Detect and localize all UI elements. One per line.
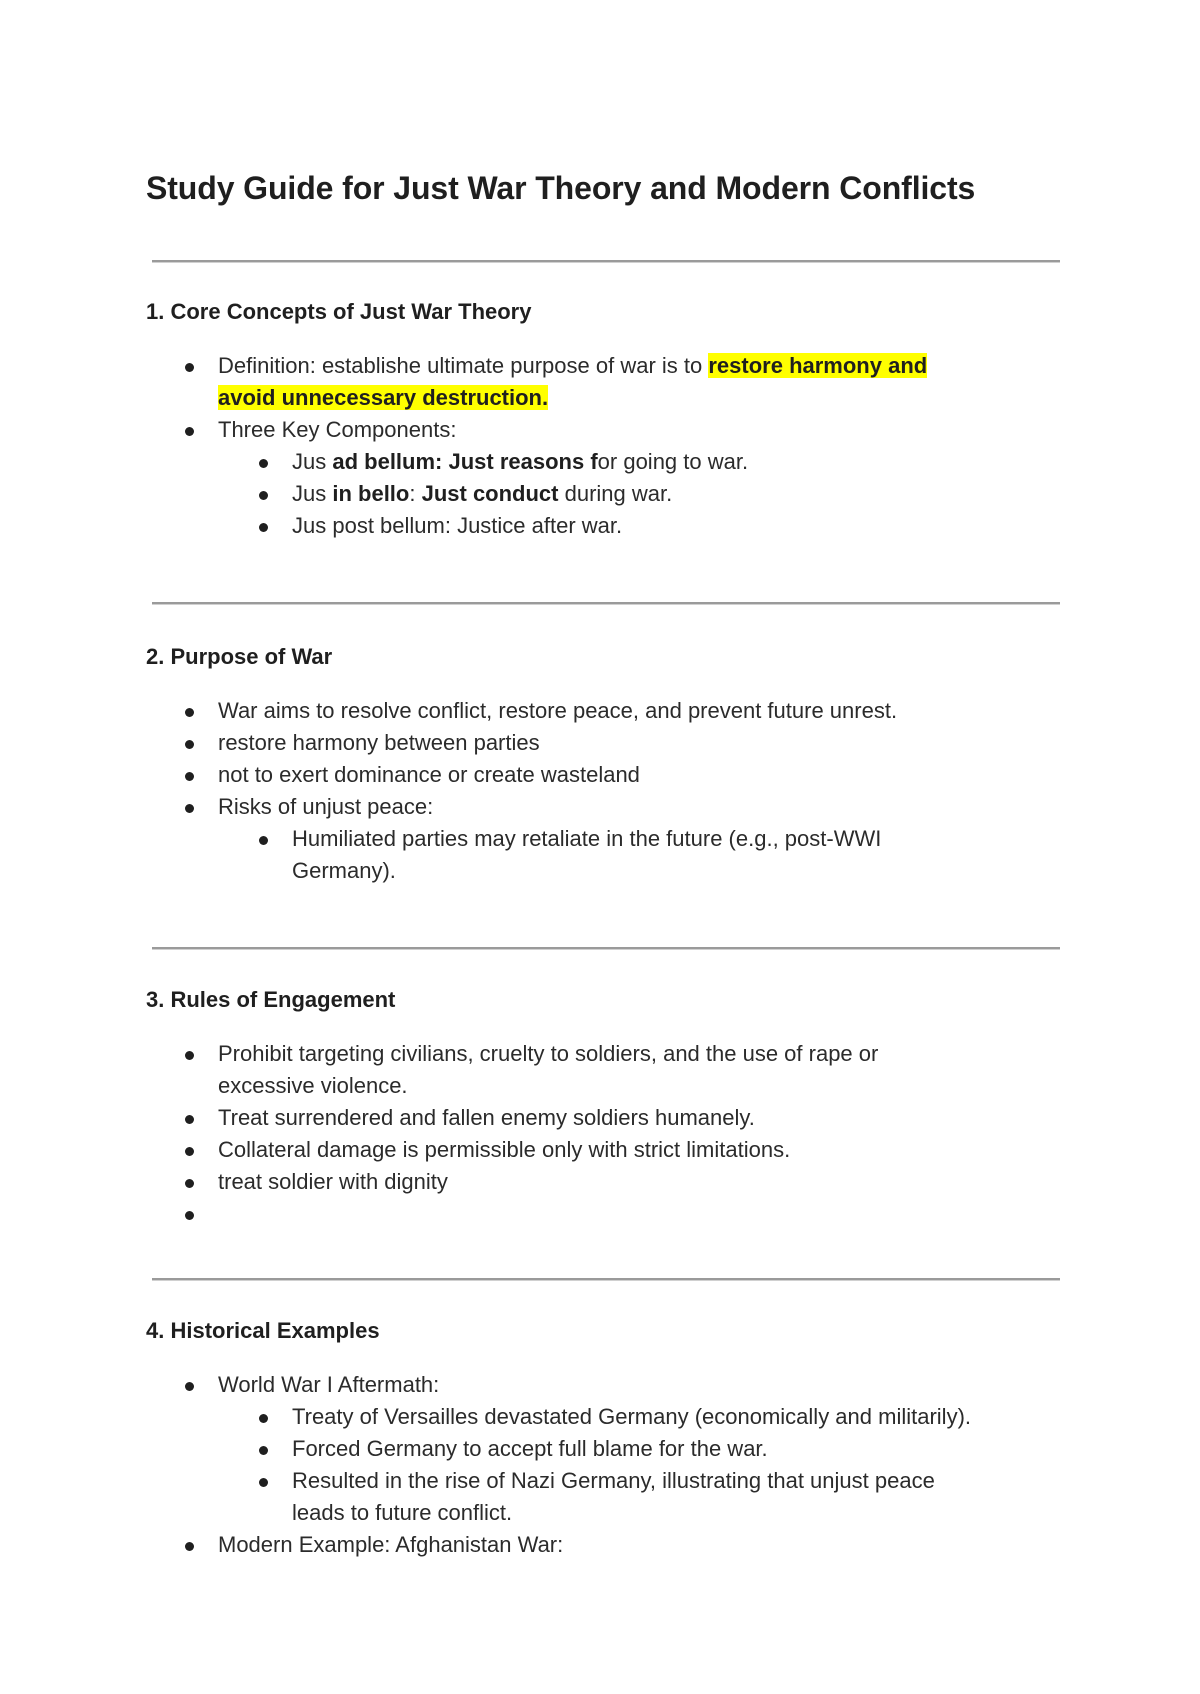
- bullet-icon: [259, 1478, 268, 1487]
- section-historical-examples: [146, 1315, 1046, 1561]
- list-item: World War I Aftermath: Treaty of Versailles devastated Germany (economically and militarily). Forced Germany to accept full blame for the war. Resulted in the rise of Nazi Germany, illustrating that unjust peace leads to future conflict.: [146, 1369, 1046, 1529]
- definition-text: Definition: establishe ultimate purpose of war is to: [218, 353, 709, 378]
- list-item: treat soldier with dignity: [146, 1166, 1046, 1198]
- list-item: Risks of unjust peace: Humiliated parties may retaliate in the future (e.g., post-WWI Germany).: [146, 791, 1046, 887]
- sub-list-item: Jus in bello: Just conduct during war.: [218, 478, 1046, 510]
- section-core-concepts: [146, 296, 1046, 542]
- highlighted-text: avoid unnecessary destruction.: [218, 385, 549, 410]
- bullet-icon: [185, 1051, 194, 1060]
- bullet-icon: [185, 804, 194, 813]
- bullet-icon: [185, 363, 194, 372]
- sub-list-item: Forced Germany to accept full blame for the war.: [218, 1433, 1046, 1465]
- horizontal-rule: [152, 602, 1060, 605]
- list-item-empty: [146, 1198, 1046, 1230]
- bullet-icon: [259, 523, 268, 532]
- sub-list-item: Resulted in the rise of Nazi Germany, illustrating that unjust peace leads to future conflict.: [218, 1465, 1046, 1529]
- sub-bullet-list: [218, 823, 1046, 887]
- section-heading: 4. Historical Examples: [146, 1318, 380, 1343]
- section-heading: 1. Core Concepts of Just War Theory: [146, 299, 532, 324]
- bullet-icon: [259, 1446, 268, 1455]
- sub-list-item: Humiliated parties may retaliate in the future (e.g., post-WWI Germany).: [218, 823, 1046, 887]
- highlighted-text: restore harmony and: [708, 353, 928, 378]
- bold-text: Just conduct: [421, 481, 559, 506]
- bullet-icon: [259, 459, 268, 468]
- bold-text: ad bellum: Just reasons f: [332, 449, 598, 474]
- bullet-list: [146, 350, 1046, 542]
- bullet-icon: [185, 772, 194, 781]
- sub-bullet-list: [218, 446, 1046, 542]
- bullet-icon: [185, 427, 194, 436]
- section-purpose-of-war: [146, 641, 1046, 887]
- bullet-icon: [185, 1179, 194, 1188]
- list-item-components: [146, 414, 1046, 542]
- bullet-icon: [185, 740, 194, 749]
- list-item-text: Three Key Components:: [218, 417, 457, 442]
- sub-bullet-list: [218, 1401, 1046, 1529]
- horizontal-rule: [152, 260, 1060, 263]
- bullet-list: [146, 1038, 1046, 1230]
- section-rules-of-engagement: [146, 984, 1046, 1230]
- bullet-icon: [185, 1115, 194, 1124]
- bullet-icon: [259, 1414, 268, 1423]
- list-item: Prohibit targeting civilians, cruelty to soldiers, and the use of rape or excessive violence.: [146, 1038, 1046, 1102]
- bullet-icon: [259, 836, 268, 845]
- bullet-icon: [185, 708, 194, 717]
- list-item: War aims to resolve conflict, restore peace, and prevent future unrest.: [146, 695, 1046, 727]
- bullet-list: [146, 695, 1046, 887]
- list-item-definition: [146, 350, 1046, 414]
- horizontal-rule: [152, 1278, 1060, 1281]
- bullet-icon: [185, 1147, 194, 1156]
- bold-text: in bello: [332, 481, 410, 506]
- document-title: Study Guide for Just War Theory and Modern Conflicts: [146, 170, 976, 206]
- list-item: restore harmony between parties: [146, 727, 1046, 759]
- sub-list-item: Treaty of Versailles devastated Germany (economically and militarily).: [218, 1401, 1046, 1433]
- horizontal-rule: [152, 947, 1060, 950]
- bullet-icon: [185, 1211, 194, 1220]
- list-item: Collateral damage is permissible only with strict limitations.: [146, 1134, 1046, 1166]
- sub-list-item: Jus post bellum: Justice after war.: [218, 510, 1046, 542]
- list-item: not to exert dominance or create wasteland: [146, 759, 1046, 791]
- bullet-icon: [185, 1542, 194, 1551]
- section-heading: 3. Rules of Engagement: [146, 987, 396, 1012]
- section-heading: 2. Purpose of War: [146, 644, 333, 669]
- list-item: Modern Example: Afghanistan War:: [146, 1529, 1046, 1561]
- bullet-icon: [185, 1382, 194, 1391]
- list-item: Treat surrendered and fallen enemy soldiers humanely.: [146, 1102, 1046, 1134]
- bullet-list: [146, 1369, 1046, 1561]
- bullet-icon: [259, 491, 268, 500]
- sub-list-item: Jus ad bellum: Just reasons for going to war.: [218, 446, 1046, 478]
